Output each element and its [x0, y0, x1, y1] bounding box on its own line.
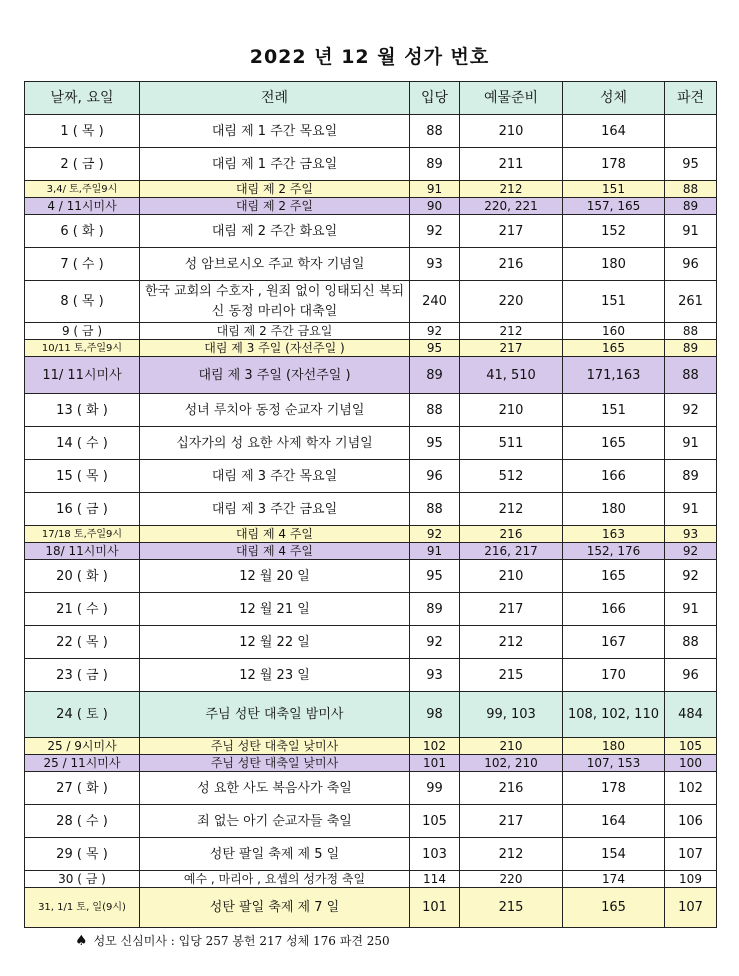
- cell-liturgy: 대림 제 3 주일 (자선주일 ): [140, 357, 410, 394]
- cell-dismissal: 89: [665, 198, 717, 215]
- table-row: [25, 659, 717, 692]
- cell-offertory: 216, 217: [460, 543, 563, 560]
- cell-liturgy: 주님 성탄 대축일 낮미사: [140, 738, 410, 755]
- cell-communion: 165: [563, 340, 665, 357]
- cell-communion: 165: [563, 888, 665, 928]
- cell-liturgy: 한국 교회의 수호자 , 원죄 없이 잉태되신 복되신 동정 마리아 대축일: [140, 281, 410, 323]
- cell-entrance: 95: [410, 340, 460, 357]
- cell-dismissal: 96: [665, 248, 717, 281]
- header-dismissal: 파견: [665, 82, 717, 115]
- cell-offertory: 220: [460, 281, 563, 323]
- table-row: [25, 493, 717, 526]
- cell-offertory: 212: [460, 323, 563, 340]
- table-row: [25, 248, 717, 281]
- cell-date: 27 ( 화 ): [25, 772, 140, 805]
- table-row: [25, 148, 717, 181]
- header-date: 날짜, 요일: [25, 82, 140, 115]
- cell-communion: 160: [563, 323, 665, 340]
- cell-dismissal: 93: [665, 526, 717, 543]
- cell-liturgy: 성 암브로시오 주교 학자 기념일: [140, 248, 410, 281]
- cell-liturgy: 성 요한 사도 복음사가 축일: [140, 772, 410, 805]
- table-row: [25, 460, 717, 493]
- cell-offertory: 512: [460, 460, 563, 493]
- cell-communion: 163: [563, 526, 665, 543]
- cell-offertory: 210: [460, 394, 563, 427]
- cell-date: 1 ( 목 ): [25, 115, 140, 148]
- cell-offertory: 220: [460, 871, 563, 888]
- cell-communion: 157, 165: [563, 198, 665, 215]
- cell-offertory: 217: [460, 805, 563, 838]
- cell-liturgy: 12 월 23 일: [140, 659, 410, 692]
- cell-entrance: 89: [410, 593, 460, 626]
- cell-dismissal: 88: [665, 357, 717, 394]
- cell-offertory: 215: [460, 888, 563, 928]
- cell-entrance: 92: [410, 215, 460, 248]
- cell-entrance: 95: [410, 427, 460, 460]
- header-liturgy: 전례: [140, 82, 410, 115]
- hymn-table: [24, 81, 717, 928]
- cell-dismissal: 102: [665, 772, 717, 805]
- cell-date: 24 ( 토 ): [25, 692, 140, 738]
- cell-date: 17/18 토,주일9시: [25, 526, 140, 543]
- cell-entrance: 103: [410, 838, 460, 871]
- cell-dismissal: 89: [665, 460, 717, 493]
- cell-offertory: 216: [460, 772, 563, 805]
- cell-offertory: 210: [460, 115, 563, 148]
- spade-icon: ♠: [75, 933, 88, 949]
- cell-dismissal: 92: [665, 560, 717, 593]
- cell-date: 8 ( 목 ): [25, 281, 140, 323]
- cell-liturgy: 죄 없는 아기 순교자들 축일: [140, 805, 410, 838]
- header-communion: 성체: [563, 82, 665, 115]
- cell-communion: 108, 102, 110: [563, 692, 665, 738]
- cell-date: 16 ( 금 ): [25, 493, 140, 526]
- cell-communion: 154: [563, 838, 665, 871]
- cell-entrance: 92: [410, 323, 460, 340]
- cell-offertory: 102, 210: [460, 755, 563, 772]
- table-row: [25, 755, 717, 772]
- cell-liturgy: 12 월 22 일: [140, 626, 410, 659]
- cell-date: 22 ( 목 ): [25, 626, 140, 659]
- cell-entrance: 89: [410, 148, 460, 181]
- cell-entrance: 88: [410, 394, 460, 427]
- cell-liturgy: 대림 제 3 주간 목요일: [140, 460, 410, 493]
- cell-liturgy: 성탄 팔일 축제 제 7 일: [140, 888, 410, 928]
- cell-offertory: 212: [460, 493, 563, 526]
- cell-offertory: 212: [460, 181, 563, 198]
- cell-communion: 151: [563, 394, 665, 427]
- cell-date: 11/ 11시미사: [25, 357, 140, 394]
- header-entrance: 입당: [410, 82, 460, 115]
- cell-date: 28 ( 수 ): [25, 805, 140, 838]
- cell-entrance: 114: [410, 871, 460, 888]
- cell-entrance: 93: [410, 659, 460, 692]
- cell-dismissal: 484: [665, 692, 717, 738]
- table-body: [25, 115, 717, 928]
- table-row: [25, 215, 717, 248]
- header-offertory: 예물준비: [460, 82, 563, 115]
- cell-communion: 174: [563, 871, 665, 888]
- page-title: 2022 년 12 월 성가 번호: [249, 46, 490, 68]
- cell-date: 2 ( 금 ): [25, 148, 140, 181]
- cell-communion: 170: [563, 659, 665, 692]
- cell-entrance: 99: [410, 772, 460, 805]
- cell-dismissal: 96: [665, 659, 717, 692]
- cell-offertory: 216: [460, 248, 563, 281]
- table-row: [25, 394, 717, 427]
- cell-communion: 167: [563, 626, 665, 659]
- cell-dismissal: 92: [665, 543, 717, 560]
- table-row: [25, 340, 717, 357]
- cell-liturgy: 대림 제 3 주일 (자선주일 ): [140, 340, 410, 357]
- cell-liturgy: 대림 제 3 주간 금요일: [140, 493, 410, 526]
- cell-dismissal: 88: [665, 626, 717, 659]
- cell-liturgy: 대림 제 2 주간 화요일: [140, 215, 410, 248]
- cell-date: 10/11 토,주일9시: [25, 340, 140, 357]
- cell-dismissal: 91: [665, 215, 717, 248]
- cell-entrance: 95: [410, 560, 460, 593]
- table-row: [25, 593, 717, 626]
- table-row: [25, 560, 717, 593]
- cell-communion: 164: [563, 115, 665, 148]
- table-row: [25, 427, 717, 460]
- cell-date: 7 ( 수 ): [25, 248, 140, 281]
- cell-dismissal: 100: [665, 755, 717, 772]
- cell-liturgy: 주님 성탄 대축일 밤미사: [140, 692, 410, 738]
- cell-communion: 180: [563, 493, 665, 526]
- cell-dismissal: 107: [665, 838, 717, 871]
- cell-communion: 171,163: [563, 357, 665, 394]
- cell-dismissal: 91: [665, 493, 717, 526]
- cell-entrance: 91: [410, 543, 460, 560]
- table-row: [25, 772, 717, 805]
- cell-entrance: 92: [410, 626, 460, 659]
- cell-dismissal: 88: [665, 181, 717, 198]
- footnote: [75, 932, 390, 949]
- cell-offertory: 511: [460, 427, 563, 460]
- cell-communion: 164: [563, 805, 665, 838]
- cell-dismissal: 89: [665, 340, 717, 357]
- cell-entrance: 105: [410, 805, 460, 838]
- cell-entrance: 101: [410, 888, 460, 928]
- cell-dismissal: 261: [665, 281, 717, 323]
- cell-offertory: 210: [460, 560, 563, 593]
- table-row: [25, 838, 717, 871]
- cell-liturgy: 대림 제 2 주일: [140, 181, 410, 198]
- table-row: [25, 323, 717, 340]
- cell-entrance: 102: [410, 738, 460, 755]
- cell-liturgy: 십자가의 성 요한 사제 학자 기념일: [140, 427, 410, 460]
- table-row: [25, 198, 717, 215]
- cell-date: 6 ( 화 ): [25, 215, 140, 248]
- cell-entrance: 101: [410, 755, 460, 772]
- cell-date: 18/ 11시미사: [25, 543, 140, 560]
- cell-liturgy: 대림 제 4 주일: [140, 543, 410, 560]
- cell-entrance: 240: [410, 281, 460, 323]
- cell-date: 25 / 9시미사: [25, 738, 140, 755]
- cell-communion: 178: [563, 772, 665, 805]
- cell-communion: 165: [563, 427, 665, 460]
- header-row: [25, 82, 717, 115]
- cell-communion: 152: [563, 215, 665, 248]
- cell-date: 29 ( 목 ): [25, 838, 140, 871]
- cell-dismissal: 106: [665, 805, 717, 838]
- table-row: [25, 181, 717, 198]
- cell-date: 20 ( 화 ): [25, 560, 140, 593]
- cell-dismissal: 91: [665, 593, 717, 626]
- cell-communion: 178: [563, 148, 665, 181]
- cell-offertory: 216: [460, 526, 563, 543]
- cell-liturgy: 대림 제 1 주간 금요일: [140, 148, 410, 181]
- table-row: [25, 115, 717, 148]
- cell-date: 3,4/ 토,주일9시: [25, 181, 140, 198]
- cell-dismissal: [665, 115, 717, 148]
- cell-date: 21 ( 수 ): [25, 593, 140, 626]
- cell-dismissal: 92: [665, 394, 717, 427]
- cell-communion: 152, 176: [563, 543, 665, 560]
- cell-entrance: 93: [410, 248, 460, 281]
- cell-offertory: 217: [460, 215, 563, 248]
- cell-communion: 166: [563, 593, 665, 626]
- cell-communion: 166: [563, 460, 665, 493]
- cell-liturgy: 예수 , 마리아 , 요셉의 성가정 축일: [140, 871, 410, 888]
- table-row: [25, 543, 717, 560]
- cell-liturgy: 12 월 20 일: [140, 560, 410, 593]
- cell-offertory: 217: [460, 340, 563, 357]
- cell-liturgy: 성탄 팔일 축제 제 5 일: [140, 838, 410, 871]
- cell-liturgy: 대림 제 2 주간 금요일: [140, 323, 410, 340]
- table-row: [25, 888, 717, 928]
- cell-communion: 165: [563, 560, 665, 593]
- table-row: [25, 871, 717, 888]
- cell-entrance: 88: [410, 115, 460, 148]
- cell-date: 14 ( 수 ): [25, 427, 140, 460]
- table-row: [25, 526, 717, 543]
- cell-date: 4 / 11시미사: [25, 198, 140, 215]
- cell-dismissal: 88: [665, 323, 717, 340]
- cell-dismissal: 105: [665, 738, 717, 755]
- cell-communion: 180: [563, 248, 665, 281]
- cell-liturgy: 주님 성탄 대축일 낮미사: [140, 755, 410, 772]
- cell-offertory: 210: [460, 738, 563, 755]
- cell-entrance: 88: [410, 493, 460, 526]
- cell-offertory: 215: [460, 659, 563, 692]
- cell-date: 31, 1/1 토, 일(9시): [25, 888, 140, 928]
- cell-date: 23 ( 금 ): [25, 659, 140, 692]
- footnote-text: 성모 신심미사 : 입당 257 봉헌 217 성체 176 파견 250: [93, 934, 390, 948]
- cell-liturgy: 성녀 루치아 동정 순교자 기념일: [140, 394, 410, 427]
- cell-date: 30 ( 금 ): [25, 871, 140, 888]
- cell-offertory: 41, 510: [460, 357, 563, 394]
- cell-entrance: 96: [410, 460, 460, 493]
- cell-liturgy: 12 월 21 일: [140, 593, 410, 626]
- cell-dismissal: 107: [665, 888, 717, 928]
- cell-liturgy: 대림 제 4 주일: [140, 526, 410, 543]
- cell-communion: 107, 153: [563, 755, 665, 772]
- table-row: [25, 692, 717, 738]
- cell-date: 9 ( 금 ): [25, 323, 140, 340]
- cell-entrance: 98: [410, 692, 460, 738]
- cell-communion: 151: [563, 181, 665, 198]
- table-row: [25, 281, 717, 323]
- cell-offertory: 211: [460, 148, 563, 181]
- cell-date: 15 ( 목 ): [25, 460, 140, 493]
- table-row: [25, 626, 717, 659]
- cell-communion: 180: [563, 738, 665, 755]
- cell-offertory: 220, 221: [460, 198, 563, 215]
- cell-entrance: 89: [410, 357, 460, 394]
- cell-dismissal: 91: [665, 427, 717, 460]
- cell-entrance: 90: [410, 198, 460, 215]
- cell-date: 13 ( 화 ): [25, 394, 140, 427]
- cell-communion: 151: [563, 281, 665, 323]
- cell-offertory: 99, 103: [460, 692, 563, 738]
- cell-liturgy: 대림 제 2 주일: [140, 198, 410, 215]
- cell-liturgy: 대림 제 1 주간 목요일: [140, 115, 410, 148]
- cell-entrance: 91: [410, 181, 460, 198]
- table-row: [25, 357, 717, 394]
- cell-offertory: 212: [460, 626, 563, 659]
- cell-dismissal: 109: [665, 871, 717, 888]
- cell-date: 25 / 11시미사: [25, 755, 140, 772]
- cell-offertory: 217: [460, 593, 563, 626]
- cell-offertory: 212: [460, 838, 563, 871]
- cell-dismissal: 95: [665, 148, 717, 181]
- table-row: [25, 738, 717, 755]
- cell-entrance: 92: [410, 526, 460, 543]
- table-row: [25, 805, 717, 838]
